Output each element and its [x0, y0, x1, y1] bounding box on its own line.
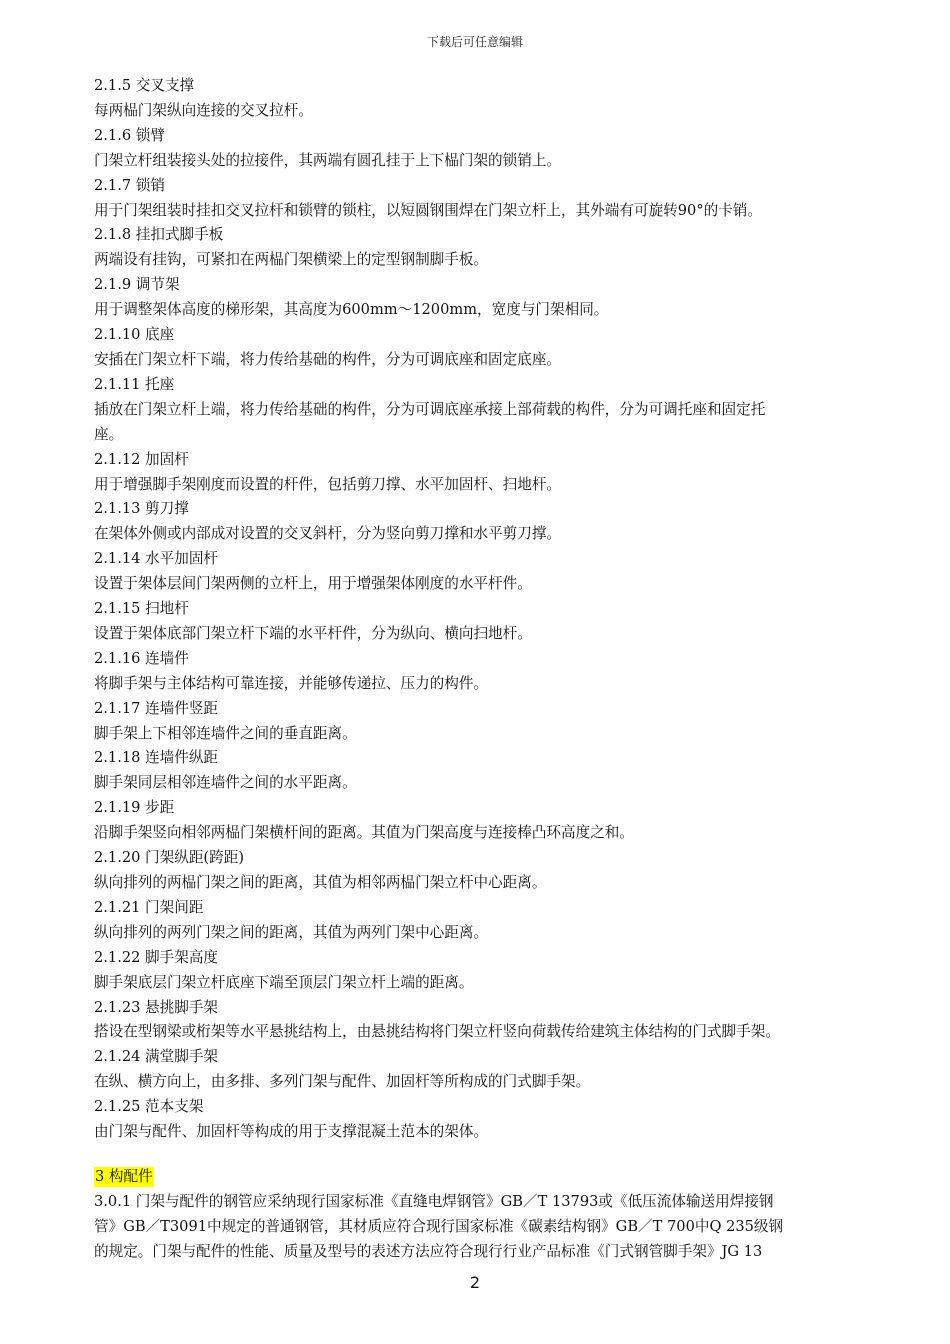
clause-heading: 2.1.22 脚手架高度 [94, 948, 219, 966]
section-text: 的规定。门架与配件的性能、质量及型号的表述方法应符合现行行业产品标准《门式钢管脚手架》JG 13 [94, 1242, 763, 1260]
clause-heading: 2.1.15 扫地杆 [94, 600, 189, 618]
clause-text: 设置于架体底部门架立杆下端的水平杆件，分为纵向、横向扫地杆。 [94, 624, 532, 642]
clause-text: 门架立杆组装接头处的拉接件，其两端有圆孔挂于上下榀门架的锁销上。 [94, 151, 562, 169]
page-number: 2 [469, 1273, 481, 1292]
clause-heading: 2.1.10 底座 [94, 326, 175, 344]
clause-text: 脚手架上下相邻连墙件之间的垂直距离。 [94, 724, 357, 742]
clause-heading: 2.1.13 剪刀撑 [94, 500, 189, 518]
section-text: 管》GB／T3091中规定的普通钢管，其材质应符合现行国家标准《碳素结构钢》GB／T 700中Q 235级钢 [94, 1217, 784, 1235]
clause-heading: 2.1.18 连墙件纵距 [94, 749, 219, 767]
clause-heading: 2.1.5 交叉支撑 [94, 77, 195, 94]
clause-heading: 2.1.6 锁臂 [94, 126, 165, 144]
page-header: 下载后可任意编辑 [426, 35, 523, 49]
clause-text: 两端设有挂钩，可紧扣在两榀门架横梁上的定型钢制脚手板。 [94, 251, 489, 269]
clause-text: 用于调整架体高度的梯形架，其高度为600mm～1200mm，宽度与门架相同。 [94, 301, 609, 319]
clause-heading: 2.1.25 范本支架 [94, 1098, 204, 1116]
clause-text: 安插在门架立杆下端，将力传给基础的构件，分为可调底座和固定底座。 [94, 350, 562, 368]
section-spacer [94, 1145, 874, 1165]
section-heading: 3 构配件 [95, 1167, 153, 1185]
clause-text: 搭设在型钢梁或桁架等水平悬挑结构上，由悬挑结构将门架立杆竖向荷载传给建筑主体结构的门式脚手架。 [94, 1023, 780, 1041]
clause-text: 脚手架同层相邻连墙件之间的水平距离。 [94, 774, 357, 792]
clause-heading: 2.1.14 水平加固杆 [94, 550, 219, 568]
clause-heading: 2.1.7 锁销 [94, 176, 165, 194]
clause-text: 插放在门架立杆上端，将力传给基础的构件，分为可调底座承接上部荷载的构件，分为可调托座和固定托 [94, 400, 766, 418]
section-heading-row [94, 1165, 874, 1190]
clause-heading: 2.1.12 加固杆 [94, 450, 189, 468]
clause-heading: 2.1.17 连墙件竖距 [94, 699, 219, 717]
clause-heading: 2.1.23 悬挑脚手架 [94, 998, 219, 1016]
clause-text: 用于门架组装时挂扣交叉拉杆和锁臂的锁柱，以短圆钢围焊在门架立杆上，其外端有可旋转90°的卡销。 [94, 201, 762, 219]
clause-text: 沿脚手架竖向相邻两榀门架横杆间的距离。其值为门架高度与连接棒凸环高度之和。 [94, 824, 634, 842]
clause-text: 用于增强脚手架刚度而设置的杆件，包括剪刀撑、水平加固杆、扫地杆。 [94, 475, 562, 493]
clause-heading: 2.1.24 满堂脚手架 [94, 1048, 219, 1066]
clause-heading: 2.1.11 托座 [94, 375, 175, 393]
clause-heading: 2.1.8 挂扣式脚手板 [94, 226, 224, 244]
clause-text: 由门架与配件、加固杆等构成的用于支撑混凝土范本的架体。 [94, 1123, 489, 1141]
clause-text: 脚手架底层门架立杆底座下端至顶层门架立杆上端的距离。 [94, 973, 474, 991]
clause-text: 设置于架体层间门架两侧的立杆上，用于增强架体刚度的水平杆件。 [94, 575, 532, 593]
clause-text: 在架体外侧或内部成对设置的交叉斜杆，分为竖向剪刀撑和水平剪刀撑。 [94, 525, 562, 543]
clause-heading: 2.1.20 门架纵距(跨距) [94, 849, 245, 867]
document-body [94, 74, 874, 1265]
clause-text: 纵向排列的两列门架之间的距离，其值为两列门架中心距离。 [94, 923, 489, 941]
clause-text: 将脚手架与主体结构可靠连接，并能够传递拉、压力的构件。 [94, 674, 489, 692]
section-text: 3.0.1 门架与配件的钢管应采纳现行国家标准《直缝电焊钢管》GB／T 13793或《低压流体输送用焊接钢 [94, 1192, 774, 1210]
clause-heading: 2.1.21 门架间距 [94, 898, 204, 916]
clause-heading: 2.1.16 连墙件 [94, 649, 189, 667]
clause-heading: 2.1.9 调节架 [94, 276, 180, 294]
clause-heading: 2.1.19 步距 [94, 799, 175, 817]
clause-text: 每两榀门架纵向连接的交叉拉杆。 [94, 101, 313, 119]
clause-text: 纵向排列的两榀门架之间的距离，其值为相邻两榀门架立杆中心距离。 [94, 874, 547, 891]
clause-text: 在纵、横方向上，由多排、多列门架与配件、加固杆等所构成的门式脚手架。 [94, 1073, 591, 1091]
clause-text: 座。 [94, 425, 124, 443]
